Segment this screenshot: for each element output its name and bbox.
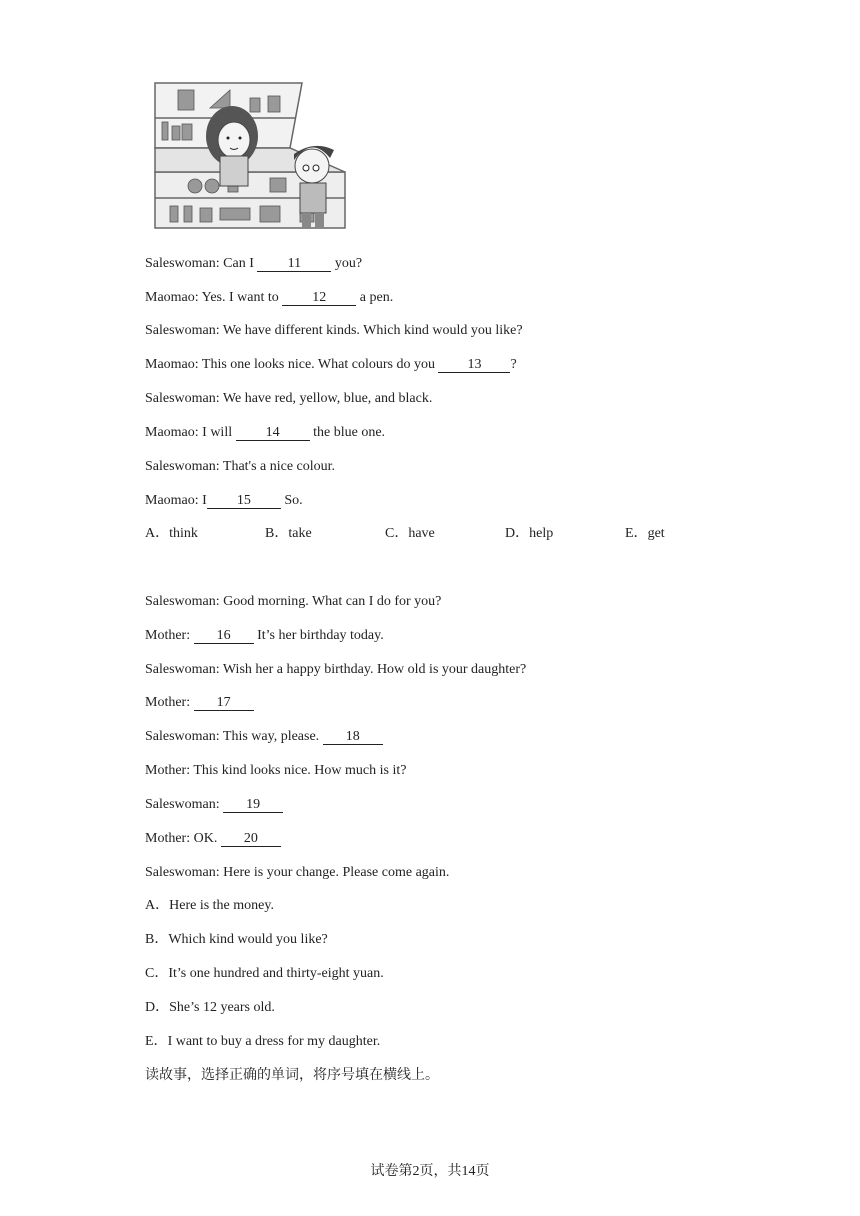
dialogue2-line8 [145,830,281,848]
line-text: Mother: [145,628,194,643]
sentence-option-e [145,1033,380,1051]
line-text: Mother: [145,695,194,710]
answer-blank-20[interactable]: 20 [221,831,281,847]
line-text: So. [284,493,303,508]
dialogue1-line8 [145,492,303,510]
section-instruction: 读故事，选择正确的单词，将序号填在横线上。 [145,1067,439,1083]
option-word: help [529,526,554,541]
dialogue2-line2 [145,627,384,645]
dialogue2-line9: Saleswoman: Here is your change. Please come again. [145,865,450,880]
answer-blank-14[interactable]: 14 [236,425,310,441]
line-text: Saleswoman: This way, please. [145,729,323,744]
line-text: Saleswoman: [145,797,224,812]
dialogue2-line4 [145,694,254,712]
answer-blank-17[interactable]: 17 [194,695,254,711]
dialogue2-line5 [145,728,383,746]
option-word: think [169,526,198,541]
line-text: Saleswoman: Can I [145,256,258,271]
answer-blank-13[interactable]: 13 [438,357,510,373]
sentence-option-a [145,897,274,915]
option-letter: D． [145,1000,170,1015]
word-option-a [145,525,198,543]
dialogue1-line7: Saleswoman: That's a nice colour. [145,459,336,474]
answer-blank-11[interactable]: 11 [257,256,331,272]
dialogue1-line2 [145,289,393,307]
dialogue1-line4 [145,356,517,374]
answer-blank-16[interactable]: 16 [194,628,254,644]
dialogue1-line6 [145,424,385,442]
option-letter: E． [145,1034,168,1049]
answer-blank-19[interactable]: 19 [223,797,283,813]
answer-blank-15[interactable]: 15 [207,493,281,509]
option-letter: B． [145,932,169,947]
line-text: a pen. [359,290,394,305]
sentence-option-c [145,965,384,983]
option-text: Here is the money. [169,898,274,913]
line-text: It’s her birthday today. [257,628,384,643]
line-text: Mother: OK. [145,831,221,846]
dialogue2-line6: Mother: This kind looks nice. How much is it? [145,763,407,778]
shop-illustration [150,78,350,236]
page-footer: 试卷第2页，共14页 [370,1164,490,1179]
option-word: take [288,526,312,541]
answer-blank-18[interactable]: 18 [323,729,383,745]
dialogue2-line1: Saleswoman: Good morning. What can I do for you? [145,594,442,609]
option-letter: A． [145,526,170,541]
sentence-option-d [145,999,275,1017]
line-text: Maomao: Yes. I want to [145,290,283,305]
option-text: It’s one hundred and thirty-eight yuan. [168,966,384,981]
word-option-d [505,525,553,543]
line-text: ? [510,357,517,372]
word-option-e [625,525,665,543]
option-text: Which kind would you like? [168,932,328,947]
line-text: you? [334,256,363,271]
option-letter: D． [505,526,530,541]
option-letter: C． [145,966,169,981]
option-letter: E． [625,526,648,541]
option-text: She’s 12 years old. [169,1000,275,1015]
answer-blank-12[interactable]: 12 [282,290,356,306]
sentence-option-b [145,931,328,949]
word-option-b [265,525,312,543]
dialogue1-line3: Saleswoman: We have different kinds. Which kind would you like? [145,323,523,338]
line-text: Maomao: This one looks nice. What colours do you [145,357,439,372]
option-text: I want to buy a dress for my daughter. [167,1034,381,1049]
dialogue2-line7 [145,796,283,814]
option-letter: C． [385,526,409,541]
line-text: the blue one. [313,425,386,440]
dialogue2-line3: Saleswoman: Wish her a happy birthday. How old is your daughter? [145,662,527,677]
line-text: Maomao: I will [145,425,236,440]
dialogue1-line5: Saleswoman: We have red, yellow, blue, and black. [145,391,433,406]
option-word: have [408,526,435,541]
word-option-c [385,525,435,543]
line-text: Maomao: I [145,493,207,508]
option-word: get [647,526,665,541]
dialogue1-line1 [145,255,362,273]
option-letter: A． [145,898,170,913]
option-letter: B． [265,526,289,541]
